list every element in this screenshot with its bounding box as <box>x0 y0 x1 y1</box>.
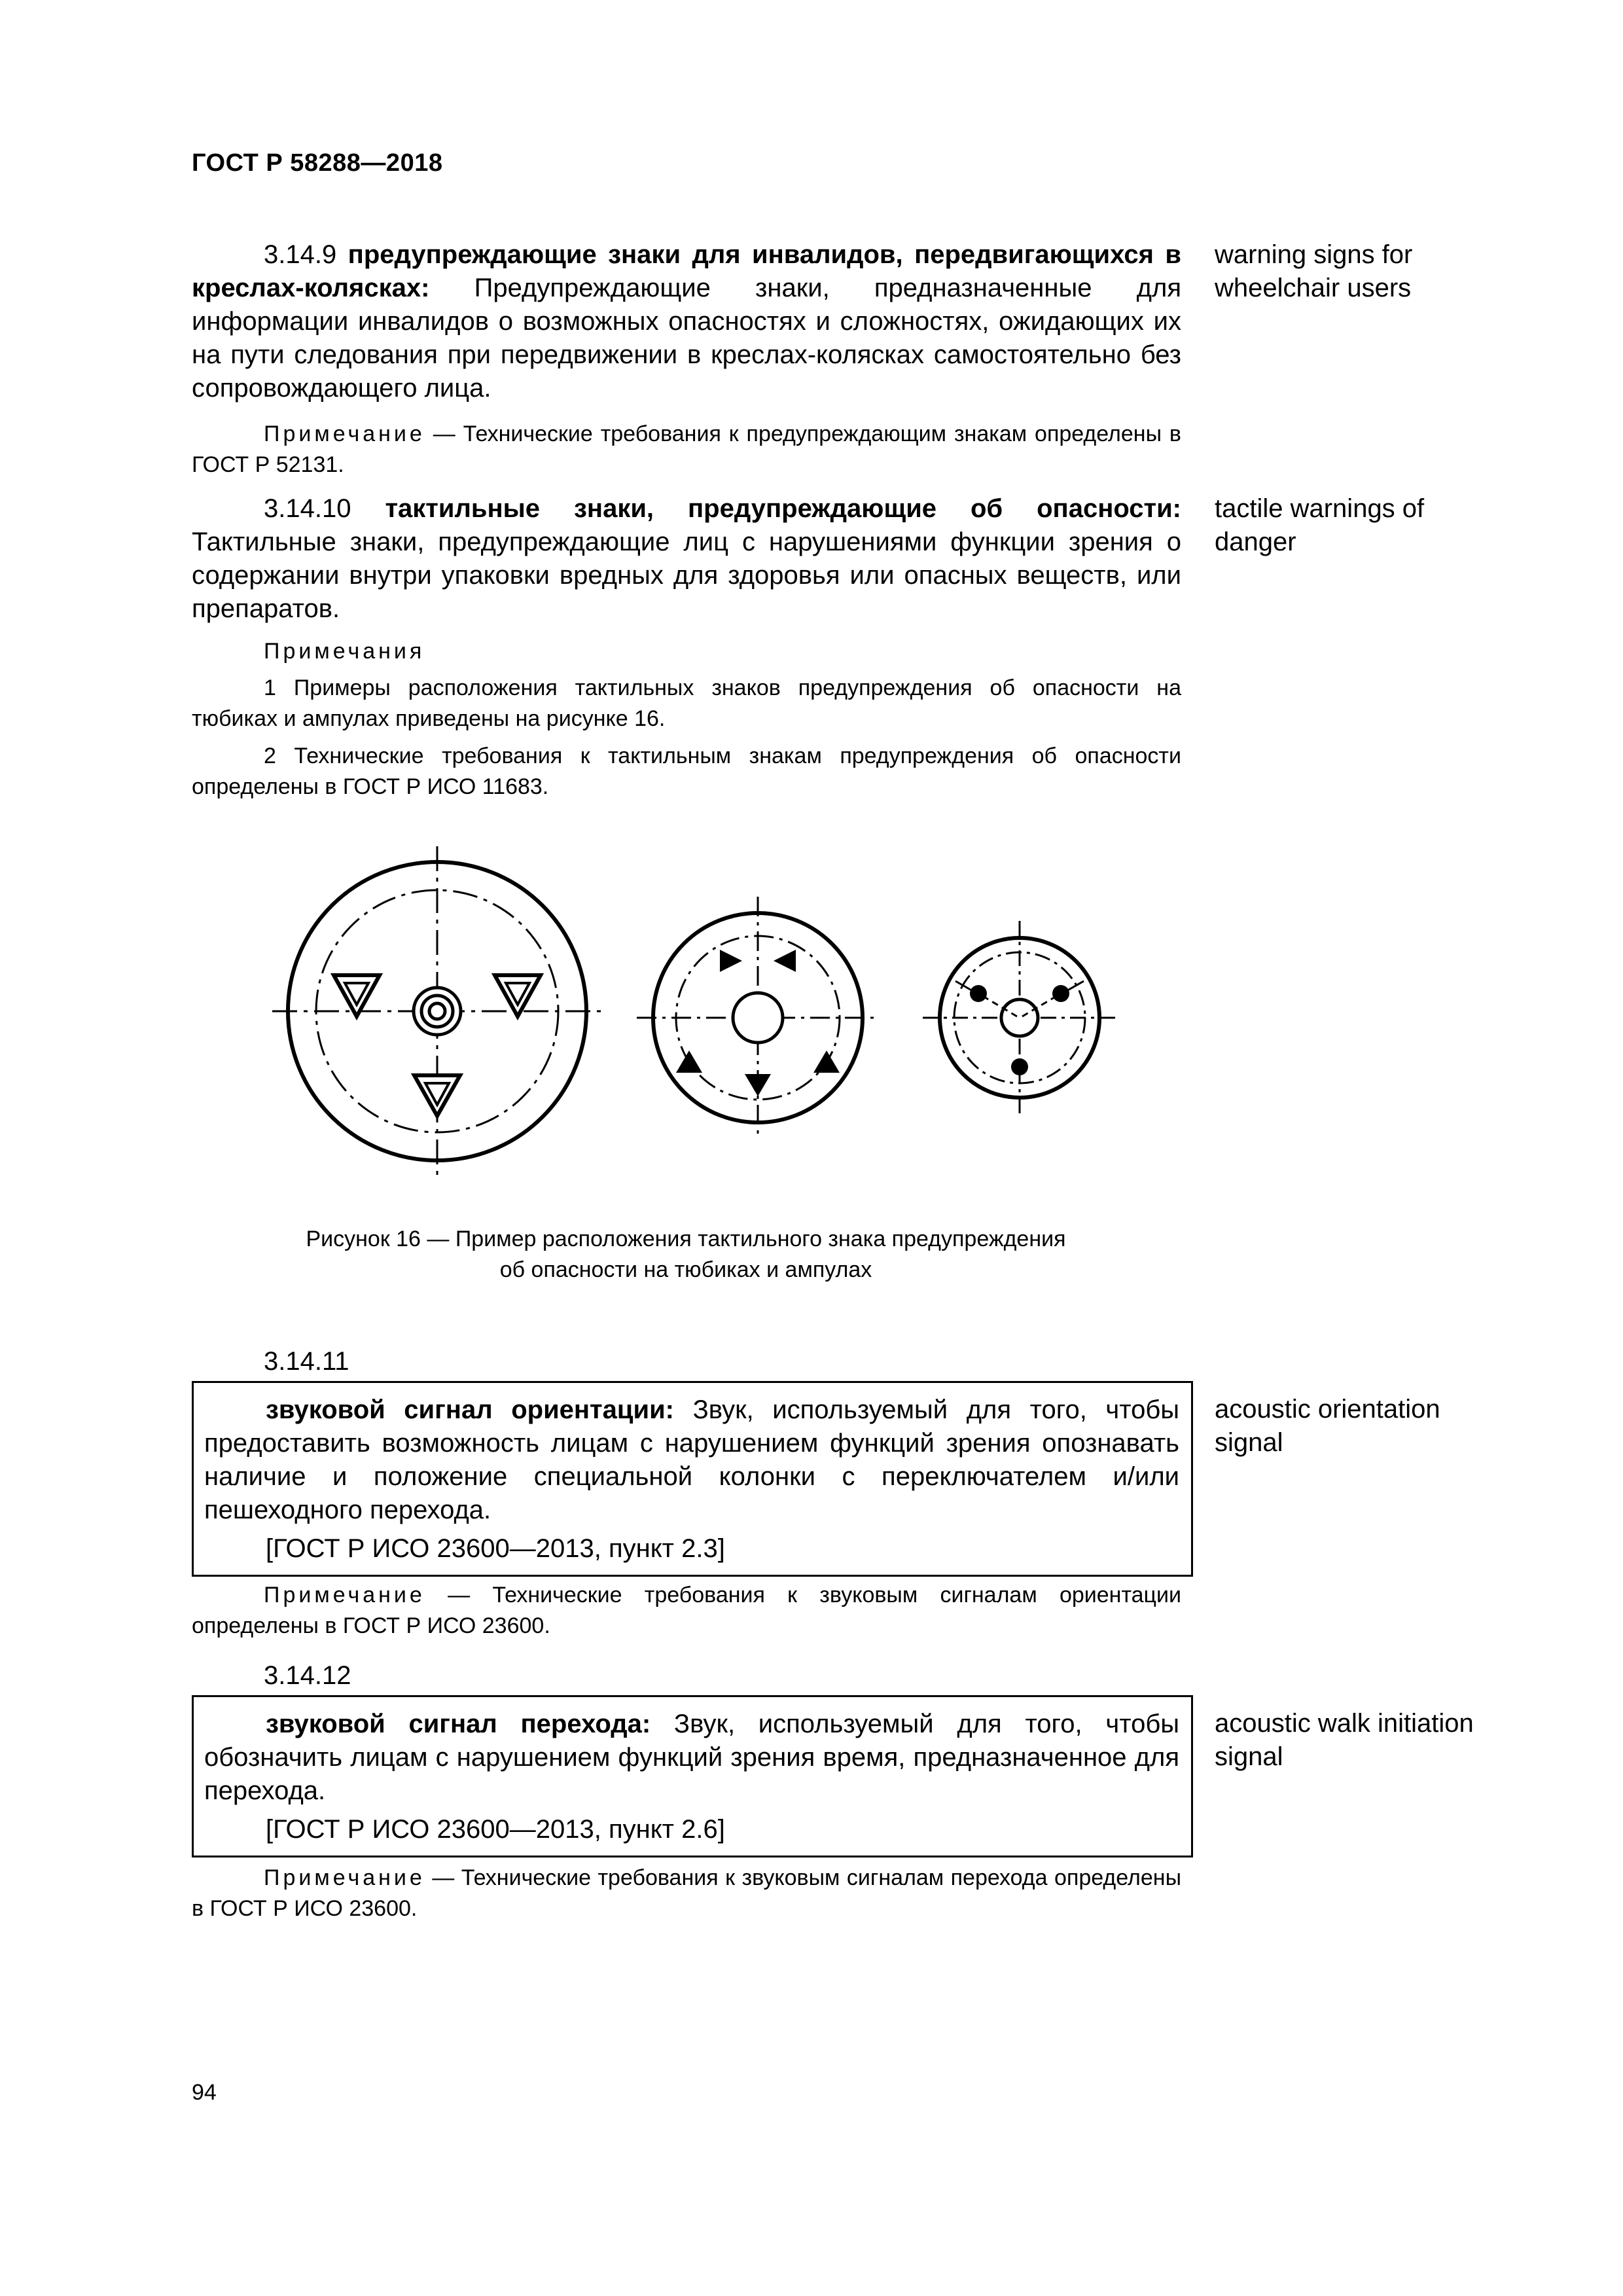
source-reference: [ГОСТ Р ИСО 23600—2013, пункт 2.3] <box>266 1534 725 1563</box>
note-2: 2 Технические требования к тактильным знакам предупреждения об опасности определены в ГОСТ Р ИСО 11683. <box>192 744 1181 799</box>
note-3-14-12 <box>192 1863 1181 1924</box>
note-text: — Технические требования к предупреждающим знакам определены в ГОСТ Р 52131. <box>192 422 1181 477</box>
entry-number: 3.14.9 <box>264 240 337 269</box>
entry-term: звуковой сигнал ориентации: <box>266 1395 674 1424</box>
definition-box-3-14-11 <box>192 1381 1193 1577</box>
note-3-14-11 <box>192 1580 1181 1641</box>
entry-3-14-10 <box>192 492 1181 626</box>
entry-number-3-14-12: 3.14.12 <box>264 1661 351 1690</box>
caption-line-2: об опасности на тюбиках и ампулах <box>499 1257 872 1282</box>
ampoule-small <box>923 921 1116 1115</box>
english-term-3-14-10: tactile warnings of danger <box>1215 494 1425 556</box>
notes-label: Примечания <box>264 639 425 664</box>
english-term-3-14-12: acoustic walk initiation signal <box>1215 1709 1474 1771</box>
note-label: Примечание <box>264 422 425 446</box>
english-term-3-14-9: warning signs for wheelchair users <box>1215 240 1413 302</box>
note-text: — Технические требования к звуковым сигналам перехода определены в ГОСТ Р ИСО 23600. <box>192 1865 1182 1921</box>
entry-3-14-9 <box>192 238 1181 405</box>
boxed-definition <box>204 1393 1179 1527</box>
entry-definition: Тактильные знаки, предупреждающие лиц с нарушениями функции зрения о содержании внутри упаковки вредных для здоровья или опасных веществ, или препаратов. <box>192 528 1181 623</box>
document-header: ГОСТ Р 58288—2018 <box>192 149 443 177</box>
source-reference: [ГОСТ Р ИСО 23600—2013, пункт 2.6] <box>266 1815 725 1844</box>
note-label: Примечание <box>264 1583 425 1607</box>
boxed-definition <box>204 1708 1179 1808</box>
page-number: 94 <box>192 2080 217 2105</box>
entry-number-3-14-11: 3.14.11 <box>264 1347 349 1376</box>
tube-cap-medium <box>637 897 879 1139</box>
tube-cap-large <box>272 846 602 1176</box>
english-term-3-14-11: acoustic orientation signal <box>1215 1395 1440 1457</box>
entry-number: 3.14.10 <box>264 494 351 523</box>
figure-16-drawing <box>262 844 1126 1185</box>
caption-line-1: Рисунок 16 — Пример расположения тактильного знака предупреждения <box>306 1227 1066 1251</box>
figure-caption <box>192 1224 1180 1285</box>
note-1: 1 Примеры расположения тактильных знаков предупреждения об опасности на тюбиках и ампулах приведены на рисунке 16. <box>192 675 1181 731</box>
entry-definition: Звук, используемый для того, чтобы предоставить возможность лицам с нарушением функций зрения опознавать наличие и положение специальной колонки с переключателем и/или пешеходного перехода. <box>204 1395 1180 1524</box>
note-text: — Технические требования к звуковым сигналам ориентации определены в ГОСТ Р ИСО 23600. <box>192 1583 1182 1638</box>
entry-definition: Предупреждающие знаки, предназначенные для информации инвалидов о возможных опасностях и сложностях, ожидающих их на пути следования при передвижении в креслах-колясках самостоятельно без сопровождающего лица. <box>192 274 1181 403</box>
entry-term: предупреждающие знаки для инвалидов, передвигающихся в креслах-колясках: <box>192 240 1181 302</box>
entry-definition: Звук, используемый для того, чтобы обозначить лицам с нарушением функций зрения время, предназначенное для перехода. <box>204 1710 1179 1805</box>
note-3-14-9 <box>192 419 1181 480</box>
entry-term: звуковой сигнал перехода: <box>266 1710 651 1738</box>
note-label: Примечание <box>264 1865 425 1890</box>
definition-box-3-14-12 <box>192 1695 1193 1857</box>
entry-term: тактильные знаки, предупреждающие об опасности: <box>385 494 1182 523</box>
